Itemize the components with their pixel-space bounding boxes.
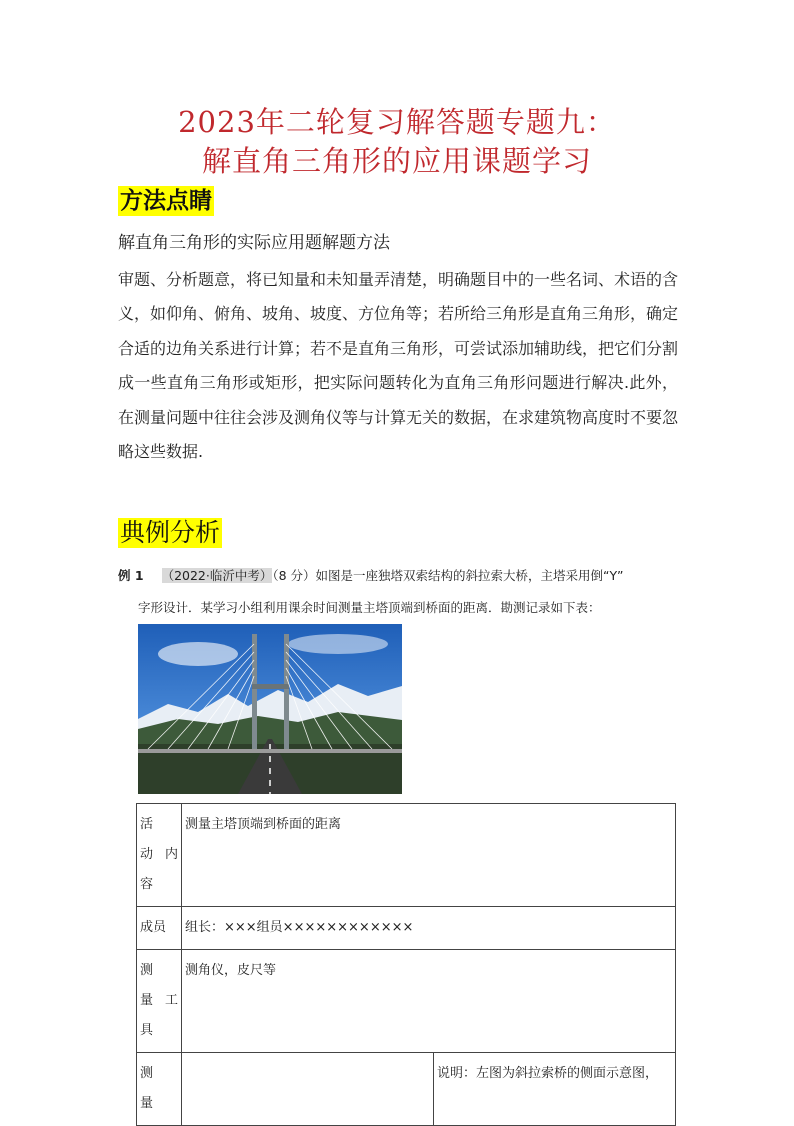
example-text-1: 如图是一座独塔双索结构的斜拉索大桥，主塔采用倒“Y” bbox=[315, 568, 624, 583]
example-label: 例 1 bbox=[118, 568, 144, 583]
example-1 bbox=[118, 560, 678, 624]
table-cell-measure-label: 测 量 bbox=[137, 1053, 182, 1126]
table-cell-tools-value: 测角仪，皮尺等 bbox=[182, 950, 676, 1053]
survey-record-table bbox=[136, 803, 676, 1126]
table-cell-measure-note: 说明：左图为斜拉索桥的侧面示意图， bbox=[434, 1053, 676, 1126]
table-cell-members-value: 组长：×××组员×××××××××××× bbox=[182, 907, 676, 950]
table-cell-activity-label: 活 动内容 bbox=[137, 804, 182, 907]
table-cell-tools-label: 测 量工具 bbox=[137, 950, 182, 1053]
table-cell-members-label: 成员 bbox=[137, 907, 182, 950]
title-line-1: 2023年二轮复习解答题专题九： bbox=[178, 105, 616, 139]
method-title: 解直角三角形的实际应用题解题方法 bbox=[118, 233, 390, 253]
table-row bbox=[137, 907, 676, 950]
section-heading-method: 方法点睛 bbox=[120, 188, 212, 214]
table-row bbox=[137, 950, 676, 1053]
section-heading-examples: 典例分析 bbox=[120, 518, 221, 547]
title-line-2: 解直角三角形的应用课题学习 bbox=[201, 144, 592, 178]
example-score: （8 分） bbox=[272, 568, 316, 583]
example-source: （2022·临沂中考） bbox=[161, 568, 273, 583]
method-paragraph: 审题、分析题意，将已知量和未知量弄清楚，明确题目中的一些名词、术语的含义，如仰角、俯角、坡角、坡度、方位角等；若所给三角形是直角三角形，确定合适的边角关系进行计算；若不是直角三角形，可尝试添加辅助线，把它们分割成一些直角三角形或矩形，把实际问题转化为直角三角形问题进行解决.此外，在测量问题中往往会涉及测角仪等与计算无关的数据，在求建筑物高度时不要忽略这些数据. bbox=[118, 270, 679, 462]
bridge-photo bbox=[138, 624, 402, 794]
table-row bbox=[137, 804, 676, 907]
example-text-2: 字形设计．某学习小组利用课余时间测量主塔顶端到桥面的距离．勘测记录如下表： bbox=[138, 600, 601, 615]
table-row bbox=[137, 1053, 676, 1126]
table-cell-activity-value: 测量主塔顶端到桥面的距离 bbox=[182, 804, 676, 907]
table-cell-measure-value bbox=[182, 1053, 434, 1126]
